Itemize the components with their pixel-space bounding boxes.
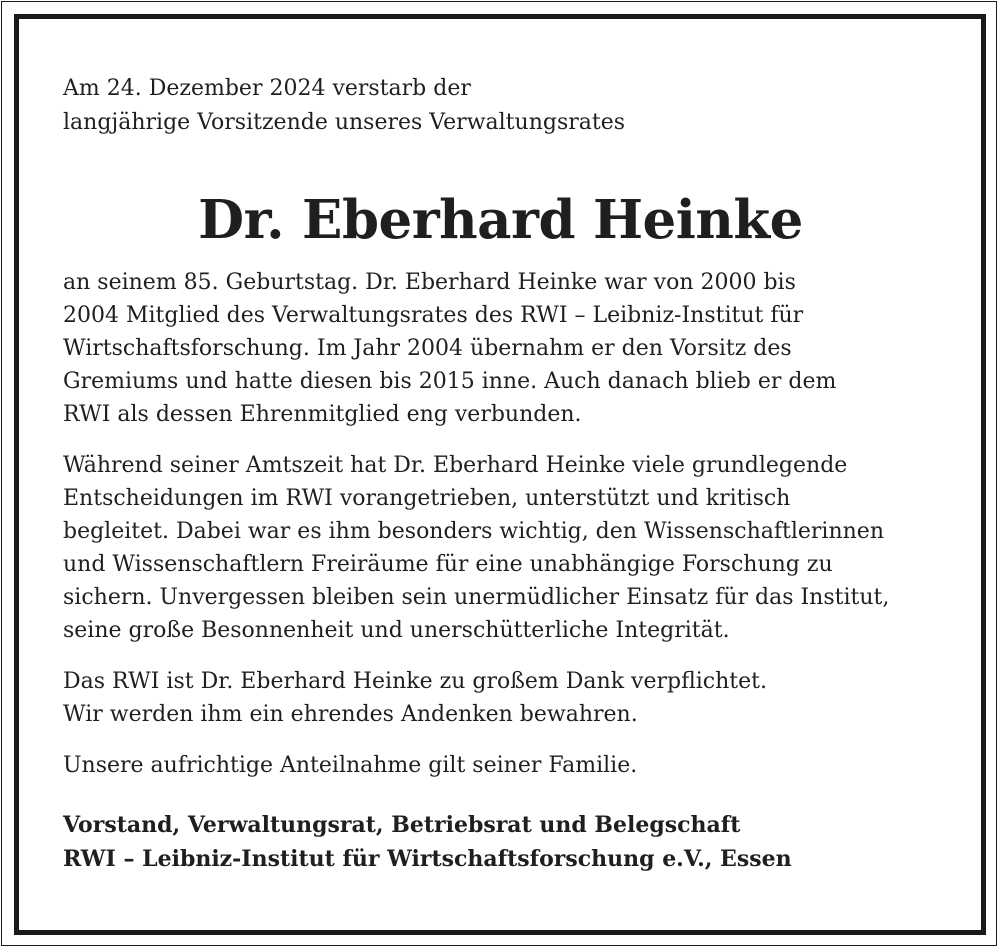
condolence-paragraph: Unsere aufrichtige Anteilnahme gilt seiner Familie. [63, 753, 638, 778]
deceased-name: Dr. Eberhard Heinke [198, 189, 803, 251]
signature-block: Vorstand, Verwaltungsrat, Betriebsrat und Belegschaft RWI – Leibniz-Institut für Wirtschaftsforschung e.V., Essen [63, 812, 792, 872]
intro-text: Am 24. Dezember 2024 verstarb der langjährige Vorsitzende unseres Verwaltungsrates [63, 76, 626, 135]
tribute-paragraph: Während seiner Amtszeit hat Dr. Eberhard Heinke viele grundlegende Entscheidungen im RWI vorangetrieben, unterstützt und kritisch begleitet. Dabei war es ihm besonders wichtig, den Wissenschaftlerinnen und Wissenschaftlern Freiräume für eine unabhängige Forschung zu sichern. Unvergessen bleiben sein unermüdlicher Einsatz für das Institut, seine große Besonnenheit und unerschütterliche Integrität. [63, 453, 890, 643]
obituary-notice [63, 72, 963, 876]
gratitude-paragraph: Das RWI ist Dr. Eberhard Heinke zu großem Dank verpflichtet. Wir werden ihm ein ehrendes Andenken bewahren. [63, 669, 767, 727]
biography-paragraph: an seinem 85. Geburtstag. Dr. Eberhard Heinke war von 2000 bis 2004 Mitglied des Verwaltungsrates des RWI – Leibniz-Institut für Wirtschaftsforschung. Im Jahr 2004 übernahm er den Vorsitz des Gremiums und hatte diesen bis 2015 inne. Auch danach blieb er dem RWI als dessen Ehrenmitglied eng verbunden. [63, 270, 837, 427]
